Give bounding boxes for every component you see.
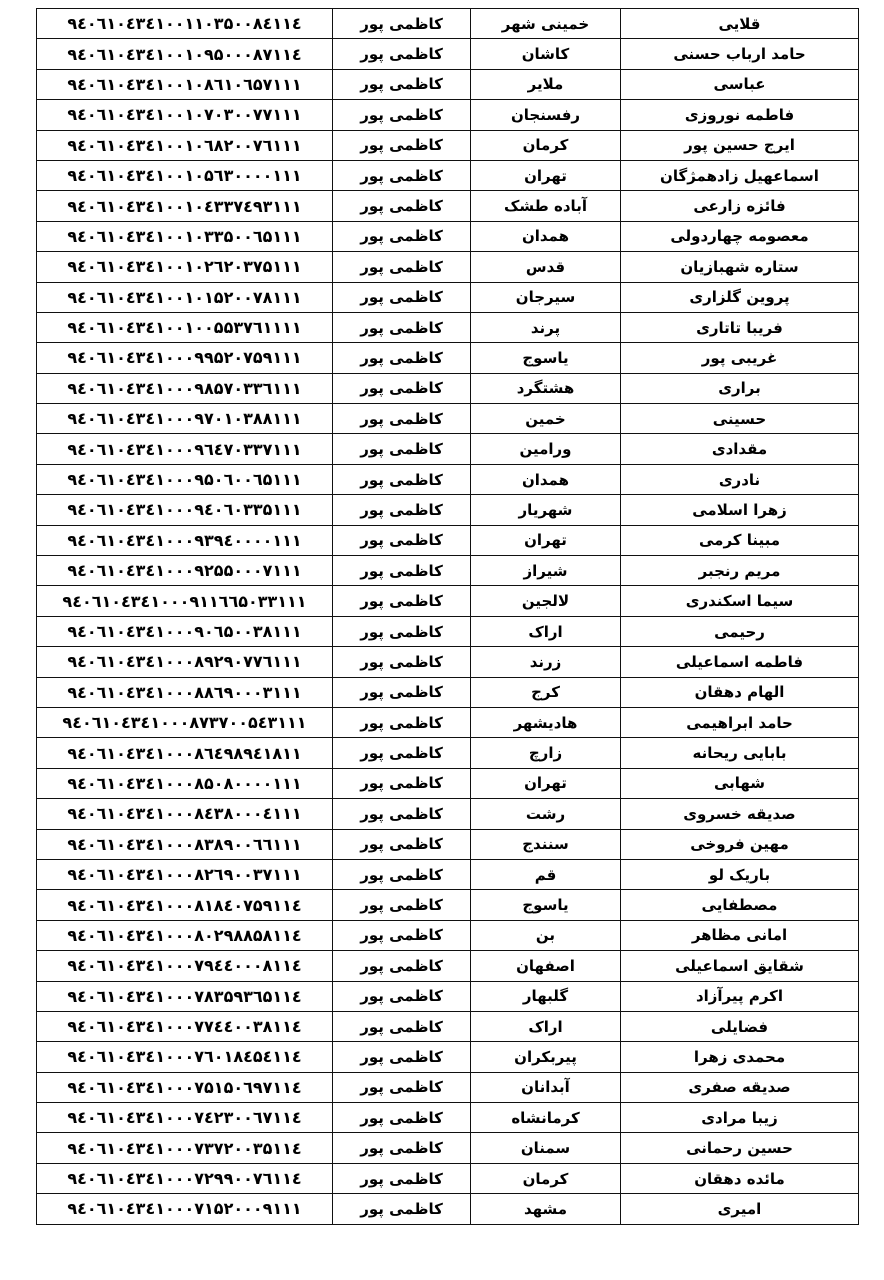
city-cell: هشتگرد bbox=[471, 373, 621, 403]
person-name-cell: فاطمه اسماعیلی bbox=[621, 647, 859, 677]
city-cell: همدان bbox=[471, 221, 621, 251]
tracking-code-cell: ۹٤۰٦۱۰٤۳٤۱۰۰۰۷۳۷۲۰۰۳۵۱۱٤ bbox=[37, 1133, 333, 1163]
person-name-cell: حسین رحمانی bbox=[621, 1133, 859, 1163]
family-name-cell: کاظمی پور bbox=[333, 9, 471, 39]
tracking-code-cell: ۹٤۰٦۱۰٤۳٤۱۰۰۰۹۵۰٦۰۰٦۵۱۱۱ bbox=[37, 464, 333, 494]
family-name-cell: کاظمی پور bbox=[333, 920, 471, 950]
person-name-cell: مائده دهقان bbox=[621, 1163, 859, 1193]
city-cell: ملایر bbox=[471, 69, 621, 99]
person-name-cell: زیبا مرادی bbox=[621, 1103, 859, 1133]
tracking-code-cell: ۹٤۰٦۱۰٤۳٤۱۰۰۰۷۹٤٤۰۰۰۸۱۱٤ bbox=[37, 951, 333, 981]
person-name-cell: غریبی پور bbox=[621, 343, 859, 373]
family-name-cell: کاظمی پور bbox=[333, 191, 471, 221]
city-cell: یاسوج bbox=[471, 890, 621, 920]
person-name-cell: حامد ارباب حسنی bbox=[621, 39, 859, 69]
tracking-code-cell: ۹٤۰٦۱۰٤۳٤۱۰۰۰۸۷۳۷۰۰۵٤۳۱۱۱ bbox=[37, 707, 333, 737]
tracking-code-cell: ۹٤۰٦۱۰٤۳٤۱۰۰۰۸۰۲۹۸۸۵۸۱۱٤ bbox=[37, 920, 333, 950]
city-cell: سمنان bbox=[471, 1133, 621, 1163]
person-name-cell: محمدی زهرا bbox=[621, 1042, 859, 1072]
tracking-code-cell: ۹٤۰٦۱۰٤۳٤۱۰۰۰۷۱۵۲۰۰۰۹۱۱۱ bbox=[37, 1194, 333, 1224]
tracking-code-cell: ۹٤۰٦۱۰٤۳٤۱۰۰۰۹۳۹٤۰۰۰۰۱۱۱ bbox=[37, 525, 333, 555]
table-row bbox=[37, 920, 859, 950]
city-cell: یاسوج bbox=[471, 343, 621, 373]
tracking-code-cell: ۹٤۰٦۱۰٤۳٤۱۰۰۱۰٦۸۲۰۰۷٦۱۱۱ bbox=[37, 130, 333, 160]
table-row bbox=[37, 1194, 859, 1224]
family-name-cell: کاظمی پور bbox=[333, 677, 471, 707]
tracking-code-cell: ۹٤۰٦۱۰٤۳٤۱۰۰۰۹۸۵۷۰۳۳٦۱۱۱ bbox=[37, 373, 333, 403]
table-row bbox=[37, 951, 859, 981]
person-name-cell: فاطمه نوروزی bbox=[621, 100, 859, 130]
person-name-cell: فائزه زارعی bbox=[621, 191, 859, 221]
tracking-code-cell: ۹٤۰٦۱۰٤۳٤۱۰۰۱۱۰۳۵۰۰۸٤۱۱٤ bbox=[37, 9, 333, 39]
family-name-cell: کاظمی پور bbox=[333, 768, 471, 798]
city-cell: پیربکران bbox=[471, 1042, 621, 1072]
person-name-cell: نادری bbox=[621, 464, 859, 494]
table-row bbox=[37, 1133, 859, 1163]
city-cell: لالجین bbox=[471, 586, 621, 616]
family-name-cell: کاظمی پور bbox=[333, 586, 471, 616]
city-cell: خمینی شهر bbox=[471, 9, 621, 39]
tracking-code-cell: ۹٤۰٦۱۰٤۳٤۱۰۰۱۰۱۵۲۰۰۷۸۱۱۱ bbox=[37, 282, 333, 312]
tracking-code-cell: ۹٤۰٦۱۰٤۳٤۱۰۰۰۸۹۲۹۰۷۷٦۱۱۱ bbox=[37, 647, 333, 677]
table-row bbox=[37, 130, 859, 160]
table-row bbox=[37, 1072, 859, 1102]
person-name-cell: صدیقه صفری bbox=[621, 1072, 859, 1102]
family-name-cell: کاظمی پور bbox=[333, 312, 471, 342]
person-name-cell: ستاره شهبازیان bbox=[621, 252, 859, 282]
city-cell: زارچ bbox=[471, 738, 621, 768]
family-name-cell: کاظمی پور bbox=[333, 707, 471, 737]
table-row bbox=[37, 799, 859, 829]
family-name-cell: کاظمی پور bbox=[333, 434, 471, 464]
tracking-code-cell: ۹٤۰٦۱۰٤۳٤۱۰۰۰۹۱۱٦٦۵۰۳۳۱۱۱ bbox=[37, 586, 333, 616]
city-cell: خمین bbox=[471, 404, 621, 434]
family-name-cell: کاظمی پور bbox=[333, 1011, 471, 1041]
city-cell: آباده طشک bbox=[471, 191, 621, 221]
family-name-cell: کاظمی پور bbox=[333, 160, 471, 190]
city-cell: رفسنجان bbox=[471, 100, 621, 130]
family-name-cell: کاظمی پور bbox=[333, 1163, 471, 1193]
family-name-cell: کاظمی پور bbox=[333, 373, 471, 403]
person-name-cell: مصطفایی bbox=[621, 890, 859, 920]
table-row bbox=[37, 252, 859, 282]
family-name-cell: کاظمی پور bbox=[333, 464, 471, 494]
person-name-cell: حسینی bbox=[621, 404, 859, 434]
family-name-cell: کاظمی پور bbox=[333, 495, 471, 525]
person-name-cell: شقایق اسماعیلی bbox=[621, 951, 859, 981]
family-name-cell: کاظمی پور bbox=[333, 1072, 471, 1102]
city-cell: زرند bbox=[471, 647, 621, 677]
city-cell: تهران bbox=[471, 160, 621, 190]
family-name-cell: کاظمی پور bbox=[333, 829, 471, 859]
tracking-code-cell: ۹٤۰٦۱۰٤۳٤۱۰۰۱۰۲٦۲۰۳۷۵۱۱۱ bbox=[37, 252, 333, 282]
table-row bbox=[37, 373, 859, 403]
person-name-cell: صدیقه خسروی bbox=[621, 799, 859, 829]
table-row bbox=[37, 312, 859, 342]
table-row bbox=[37, 1163, 859, 1193]
tracking-code-cell: ۹٤۰٦۱۰٤۳٤۱۰۰۰۷۵۱۵۰٦۹۷۱۱٤ bbox=[37, 1072, 333, 1102]
person-name-cell: امیری bbox=[621, 1194, 859, 1224]
person-name-cell: فضایلی bbox=[621, 1011, 859, 1041]
table-row bbox=[37, 191, 859, 221]
city-cell: بن bbox=[471, 920, 621, 950]
table-row bbox=[37, 464, 859, 494]
family-name-cell: کاظمی پور bbox=[333, 100, 471, 130]
tracking-code-cell: ۹٤۰٦۱۰٤۳٤۱۰۰۰۷٦۰۱۸٤۵٤۱۱٤ bbox=[37, 1042, 333, 1072]
person-name-cell: قلایی bbox=[621, 9, 859, 39]
city-cell: همدان bbox=[471, 464, 621, 494]
tracking-code-cell: ۹٤۰٦۱۰٤۳٤۱۰۰۰۹٦٤۷۰۳۳۷۱۱۱ bbox=[37, 434, 333, 464]
table-row bbox=[37, 160, 859, 190]
city-cell: شیراز bbox=[471, 556, 621, 586]
city-cell: کرج bbox=[471, 677, 621, 707]
person-name-cell: معصومه چهاردولی bbox=[621, 221, 859, 251]
tracking-code-cell: ۹٤۰٦۱۰٤۳٤۱۰۰۰۷۲۹۹۰۰۷٦۱۱٤ bbox=[37, 1163, 333, 1193]
tracking-code-cell: ۹٤۰٦۱۰٤۳٤۱۰۰۰۷٤۲۳۰۰٦۷۱۱٤ bbox=[37, 1103, 333, 1133]
table-row bbox=[37, 495, 859, 525]
city-cell: هادیشهر bbox=[471, 707, 621, 737]
table-row bbox=[37, 707, 859, 737]
family-name-cell: کاظمی پور bbox=[333, 282, 471, 312]
city-cell: سیرجان bbox=[471, 282, 621, 312]
family-name-cell: کاظمی پور bbox=[333, 1194, 471, 1224]
city-cell: کرمانشاه bbox=[471, 1103, 621, 1133]
tracking-code-cell: ۹٤۰٦۱۰٤۳٤۱۰۰۰۸۸٦۹۰۰۰۳۱۱۱ bbox=[37, 677, 333, 707]
tracking-code-cell: ۹٤۰٦۱۰٤۳٤۱۰۰۰۸۱۸٤۰۷۵۹۱۱٤ bbox=[37, 890, 333, 920]
family-name-cell: کاظمی پور bbox=[333, 890, 471, 920]
person-name-cell: ایرج حسین پور bbox=[621, 130, 859, 160]
tracking-code-cell: ۹٤۰٦۱۰٤۳٤۱۰۰۱۰۳۳۵۰۰٦۵۱۱۱ bbox=[37, 221, 333, 251]
person-name-cell: باریک لو bbox=[621, 859, 859, 889]
city-cell: اراک bbox=[471, 1011, 621, 1041]
person-name-cell: سیما اسکندری bbox=[621, 586, 859, 616]
tracking-code-cell: ۹٤۰٦۱۰٤۳٤۱۰۰۱۰۷۰۳۰۰۷۷۱۱۱ bbox=[37, 100, 333, 130]
table-row bbox=[37, 69, 859, 99]
table-row bbox=[37, 738, 859, 768]
tracking-code-cell: ۹٤۰٦۱۰٤۳٤۱۰۰۱۰۰۵۵۳۷٦۱۱۱۱ bbox=[37, 312, 333, 342]
table-row bbox=[37, 9, 859, 39]
tracking-code-cell: ۹٤۰٦۱۰٤۳٤۱۰۰۱۰۹۵۰۰۰۸۷۱۱٤ bbox=[37, 39, 333, 69]
tracking-code-cell: ۹٤۰٦۱۰٤۳٤۱۰۰۰۹۲۵۵۰۰۰۷۱۱۱ bbox=[37, 556, 333, 586]
family-name-cell: کاظمی پور bbox=[333, 130, 471, 160]
tracking-code-cell: ۹٤۰٦۱۰٤۳٤۱۰۰۰۸۵۰۸۰۰۰۰۱۱۱ bbox=[37, 768, 333, 798]
tracking-code-cell: ۹٤۰٦۱۰٤۳٤۱۰۰۰۷۸۳۵۹۳٦۵۱۱٤ bbox=[37, 981, 333, 1011]
tracking-code-cell: ۹٤۰٦۱۰٤۳٤۱۰۰۰۹۷۰۱۰۳۸۸۱۱۱ bbox=[37, 404, 333, 434]
table-row bbox=[37, 768, 859, 798]
person-name-cell: عباسی bbox=[621, 69, 859, 99]
city-cell: قم bbox=[471, 859, 621, 889]
city-cell: اراک bbox=[471, 616, 621, 646]
city-cell: کاشان bbox=[471, 39, 621, 69]
tracking-code-cell: ۹٤۰٦۱۰٤۳٤۱۰۰۰۹۹۵۲۰۷۵۹۱۱۱ bbox=[37, 343, 333, 373]
person-name-cell: اکرم پیرآزاد bbox=[621, 981, 859, 1011]
table-row bbox=[37, 434, 859, 464]
tracking-code-cell: ۹٤۰٦۱۰٤۳٤۱۰۰۱۰۵٦۳۰۰۰۰۱۱۱ bbox=[37, 160, 333, 190]
person-name-cell: فریبا تاتاری bbox=[621, 312, 859, 342]
person-name-cell: مهین فروخی bbox=[621, 829, 859, 859]
table-row bbox=[37, 829, 859, 859]
records-sheet bbox=[36, 8, 858, 1225]
table-row bbox=[37, 404, 859, 434]
table-row bbox=[37, 1011, 859, 1041]
city-cell: گلبهار bbox=[471, 981, 621, 1011]
table-row bbox=[37, 100, 859, 130]
family-name-cell: کاظمی پور bbox=[333, 616, 471, 646]
tracking-code-cell: ۹٤۰٦۱۰٤۳٤۱۰۰۰۸۲٦۹۰۰۳۷۱۱۱ bbox=[37, 859, 333, 889]
table-row bbox=[37, 525, 859, 555]
table-row bbox=[37, 556, 859, 586]
person-name-cell: شهابی bbox=[621, 768, 859, 798]
family-name-cell: کاظمی پور bbox=[333, 951, 471, 981]
tracking-code-cell: ۹٤۰٦۱۰٤۳٤۱۰۰۰۹۰٦۵۰۰۳۸۱۱۱ bbox=[37, 616, 333, 646]
city-cell: سنندج bbox=[471, 829, 621, 859]
person-name-cell: براری bbox=[621, 373, 859, 403]
person-name-cell: مریم رنجبر bbox=[621, 556, 859, 586]
tracking-code-cell: ۹٤۰٦۱۰٤۳٤۱۰۰۰۸٤۳۸۰۰۰٤۱۱۱ bbox=[37, 799, 333, 829]
tracking-code-cell: ۹٤۰٦۱۰٤۳٤۱۰۰۱۰٤۳۳۷٤۹۳۱۱۱ bbox=[37, 191, 333, 221]
family-name-cell: کاظمی پور bbox=[333, 738, 471, 768]
table-row bbox=[37, 1103, 859, 1133]
family-name-cell: کاظمی پور bbox=[333, 343, 471, 373]
table-row bbox=[37, 616, 859, 646]
city-cell: رشت bbox=[471, 799, 621, 829]
tracking-code-cell: ۹٤۰٦۱۰٤۳٤۱۰۰۱۰۸٦۱۰٦۵۷۱۱۱ bbox=[37, 69, 333, 99]
person-name-cell: بابایی ریحانه bbox=[621, 738, 859, 768]
family-name-cell: کاظمی پور bbox=[333, 647, 471, 677]
table-row bbox=[37, 343, 859, 373]
tracking-code-cell: ۹٤۰٦۱۰٤۳٤۱۰۰۰۷۷٤٤۰۰۳۸۱۱٤ bbox=[37, 1011, 333, 1041]
table-row bbox=[37, 677, 859, 707]
table-row bbox=[37, 1042, 859, 1072]
family-name-cell: کاظمی پور bbox=[333, 252, 471, 282]
city-cell: کرمان bbox=[471, 130, 621, 160]
city-cell: اصفهان bbox=[471, 951, 621, 981]
city-cell: تهران bbox=[471, 525, 621, 555]
family-name-cell: کاظمی پور bbox=[333, 404, 471, 434]
person-name-cell: پروین گلزاری bbox=[621, 282, 859, 312]
person-name-cell: اسماعهیل زادهمژگان bbox=[621, 160, 859, 190]
family-name-cell: کاظمی پور bbox=[333, 221, 471, 251]
city-cell: آبدانان bbox=[471, 1072, 621, 1102]
family-name-cell: کاظمی پور bbox=[333, 556, 471, 586]
table-row bbox=[37, 586, 859, 616]
table-row bbox=[37, 221, 859, 251]
family-name-cell: کاظمی پور bbox=[333, 1103, 471, 1133]
city-cell: پرند bbox=[471, 312, 621, 342]
person-name-cell: الهام دهقان bbox=[621, 677, 859, 707]
city-cell: ورامین bbox=[471, 434, 621, 464]
table-row bbox=[37, 859, 859, 889]
city-cell: کرمان bbox=[471, 1163, 621, 1193]
person-name-cell: امانی مظاهر bbox=[621, 920, 859, 950]
family-name-cell: کاظمی پور bbox=[333, 69, 471, 99]
tracking-code-cell: ۹٤۰٦۱۰٤۳٤۱۰۰۰۸۳۸۹۰۰٦٦۱۱۱ bbox=[37, 829, 333, 859]
family-name-cell: کاظمی پور bbox=[333, 1042, 471, 1072]
person-name-cell: مبینا کرمی bbox=[621, 525, 859, 555]
city-cell: شهریار bbox=[471, 495, 621, 525]
city-cell: قدس bbox=[471, 252, 621, 282]
table-row bbox=[37, 890, 859, 920]
family-name-cell: کاظمی پور bbox=[333, 39, 471, 69]
person-name-cell: زهرا اسلامی bbox=[621, 495, 859, 525]
person-name-cell: مقدادی bbox=[621, 434, 859, 464]
tracking-code-cell: ۹٤۰٦۱۰٤۳٤۱۰۰۰۸٦٤۹۸۹٤۱۸۱۱ bbox=[37, 738, 333, 768]
table-row bbox=[37, 981, 859, 1011]
tracking-code-cell: ۹٤۰٦۱۰٤۳٤۱۰۰۰۹٤۰٦۰۳۳۵۱۱۱ bbox=[37, 495, 333, 525]
person-name-cell: رحیمی bbox=[621, 616, 859, 646]
city-cell: تهران bbox=[471, 768, 621, 798]
family-name-cell: کاظمی پور bbox=[333, 859, 471, 889]
records-table bbox=[36, 8, 859, 1225]
table-row bbox=[37, 282, 859, 312]
table-row bbox=[37, 39, 859, 69]
city-cell: مشهد bbox=[471, 1194, 621, 1224]
records-table-body bbox=[37, 9, 859, 1225]
person-name-cell: حامد ابراهیمی bbox=[621, 707, 859, 737]
table-row bbox=[37, 647, 859, 677]
family-name-cell: کاظمی پور bbox=[333, 1133, 471, 1163]
family-name-cell: کاظمی پور bbox=[333, 981, 471, 1011]
family-name-cell: کاظمی پور bbox=[333, 525, 471, 555]
family-name-cell: کاظمی پور bbox=[333, 799, 471, 829]
